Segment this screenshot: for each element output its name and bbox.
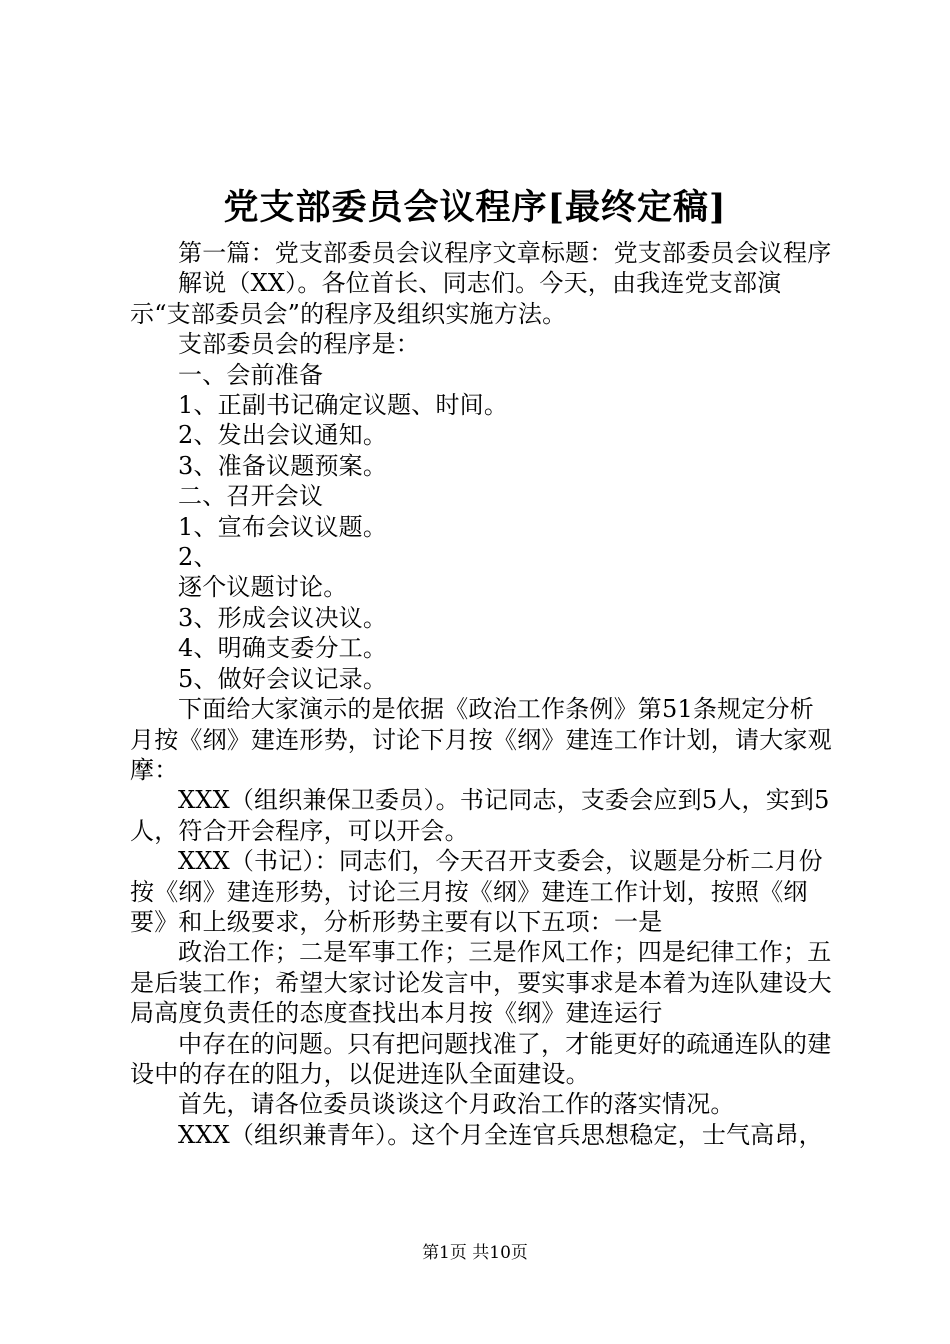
paragraph: 下面给大家演示的是依据《政治工作条例》第51条规定分析月按《纲》建连形势，讨论下月按《纲》建连工作计划，请大家观摩： bbox=[130, 695, 832, 784]
paragraph: 2、发出会议通知。 bbox=[178, 421, 388, 450]
paragraph: XXX（组织兼保卫委员）。书记同志，支委会应到5人，实到5人，符合开会程序，可以开会。 bbox=[130, 786, 830, 845]
paragraph: 一、会前准备 bbox=[178, 360, 324, 389]
paragraph: 首先，请各位委员谈谈这个月政治工作的落实情况。 bbox=[178, 1090, 735, 1119]
paragraph: 2、 bbox=[178, 543, 218, 572]
paragraph: 逐个议题讨论。 bbox=[178, 573, 348, 602]
paragraph: 3、准备议题预案。 bbox=[178, 451, 388, 480]
paragraph: 5、做好会议记录。 bbox=[178, 664, 388, 693]
document-title: 党支部委员会议程序[最终定稿] bbox=[223, 187, 727, 228]
paragraph: 1、宣布会议议题。 bbox=[178, 512, 388, 541]
page-number-footer: 第1页 共10页 bbox=[422, 1243, 528, 1263]
paragraph: 中存在的问题。只有把问题找准了，才能更好的疏通连队的建设中的存在的阻力，以促进连队全面建设。 bbox=[130, 1029, 832, 1088]
paragraph: 政治工作；二是军事工作；三是作风工作；四是纪律工作；五是后装工作；希望大家讨论发言中，要实事求是本着为连队建设大局高度负责任的态度查找出本月按《纲》建连运行 bbox=[130, 938, 832, 1028]
paragraph: 3、形成会议决议。 bbox=[178, 603, 388, 632]
paragraph: 解说（XX）。各位首长、同志们。今天，由我连党支部演示“支部委员会”的程序及组织实施方法。 bbox=[130, 269, 782, 328]
paragraph: 1、正副书记确定议题、时间。 bbox=[178, 391, 509, 420]
paragraph: 第一篇：党支部委员会议程序文章标题：党支部委员会议程序 bbox=[178, 239, 832, 267]
document-body bbox=[130, 238, 832, 1150]
paragraph: 支部委员会的程序是： bbox=[178, 330, 420, 359]
paragraph: XXX（组织兼青年）。这个月全连官兵思想稳定，士气高昂， bbox=[178, 1120, 823, 1149]
paragraph: 4、明确支委分工。 bbox=[178, 634, 388, 663]
paragraph: 二、召开会议 bbox=[178, 482, 324, 511]
paragraph: XXX（书记）：同志们，今天召开支委会，议题是分析二月份按《纲》建连形势，讨论三月按《纲》建连工作计划，按照《纲要》和上级要求，分析形势主要有以下五项：一是 bbox=[130, 847, 823, 936]
